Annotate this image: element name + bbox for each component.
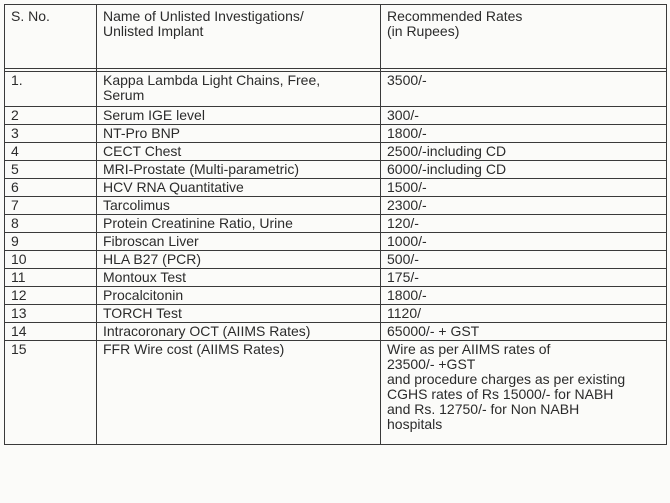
row-rate: 1800/- — [381, 287, 667, 305]
row-name: Serum IGE level — [97, 107, 381, 125]
row-name: Kappa Lambda Light Chains, Free, Serum — [97, 72, 381, 107]
row-rate: 6000/-including CD — [381, 161, 667, 179]
table-row — [5, 287, 667, 305]
row-sno: 15 — [5, 341, 97, 445]
row-rate: 1800/- — [381, 125, 667, 143]
table-row — [5, 341, 667, 445]
row-sno: 3 — [5, 125, 97, 143]
row-sno: 8 — [5, 215, 97, 233]
table-row — [5, 233, 667, 251]
table-row — [5, 305, 667, 323]
row-rate: 300/- — [381, 107, 667, 125]
table-row — [5, 197, 667, 215]
row-sno: 10 — [5, 251, 97, 269]
table-row — [5, 251, 667, 269]
row-name: Montoux Test — [97, 269, 381, 287]
row-rate: 1500/- — [381, 179, 667, 197]
header-name: Name of Unlisted Investigations/ Unlisted Implant — [97, 5, 381, 69]
row-sno: 7 — [5, 197, 97, 215]
table-row — [5, 269, 667, 287]
table-row — [5, 323, 667, 341]
row-name: Fibroscan Liver — [97, 233, 381, 251]
row-rate: 65000/- + GST — [381, 323, 667, 341]
row-rate: 120/- — [381, 215, 667, 233]
header-sno: S. No. — [5, 5, 97, 69]
row-name: Tarcolimus — [97, 197, 381, 215]
row-sno: 6 — [5, 179, 97, 197]
rates-table — [4, 4, 667, 445]
row-sno: 9 — [5, 233, 97, 251]
table-row — [5, 107, 667, 125]
table-row — [5, 125, 667, 143]
table-row — [5, 179, 667, 197]
row-sno: 13 — [5, 305, 97, 323]
row-sno: 12 — [5, 287, 97, 305]
row-rate: 2500/-including CD — [381, 143, 667, 161]
row-name: CECT Chest — [97, 143, 381, 161]
row-rate: 2300/- — [381, 197, 667, 215]
rates-table-body — [5, 5, 667, 445]
row-sno: 5 — [5, 161, 97, 179]
row-rate: 175/- — [381, 269, 667, 287]
row-rate: 1120/ — [381, 305, 667, 323]
row-name: NT-Pro BNP — [97, 125, 381, 143]
row-name: Protein Creatinine Ratio, Urine — [97, 215, 381, 233]
row-rate: 500/- — [381, 251, 667, 269]
table-row — [5, 161, 667, 179]
row-name: FFR Wire cost (AIIMS Rates) — [97, 341, 381, 445]
table-row — [5, 215, 667, 233]
header-row — [5, 5, 667, 69]
row-sno: 4 — [5, 143, 97, 161]
row-rate: 3500/- — [381, 72, 667, 107]
row-name: TORCH Test — [97, 305, 381, 323]
row-name: HLA B27 (PCR) — [97, 251, 381, 269]
row-rate: 1000/- — [381, 233, 667, 251]
row-sno: 1. — [5, 72, 97, 107]
header-rate: Recommended Rates (in Rupees) — [381, 5, 667, 69]
row-name: MRI-Prostate (Multi-parametric) — [97, 161, 381, 179]
row-sno: 14 — [5, 323, 97, 341]
row-sno: 11 — [5, 269, 97, 287]
table-row — [5, 72, 667, 107]
row-rate: Wire as per AIIMS rates of 23500/- +GST and procedure charges as per existing CGHS rates of Rs 15000/- for NABH and Rs. 12750/- for Non NABH hospitals — [381, 341, 667, 445]
row-name: Intracoronary OCT (AIIMS Rates) — [97, 323, 381, 341]
table-row — [5, 143, 667, 161]
row-name: HCV RNA Quantitative — [97, 179, 381, 197]
row-sno: 2 — [5, 107, 97, 125]
row-name: Procalcitonin — [97, 287, 381, 305]
